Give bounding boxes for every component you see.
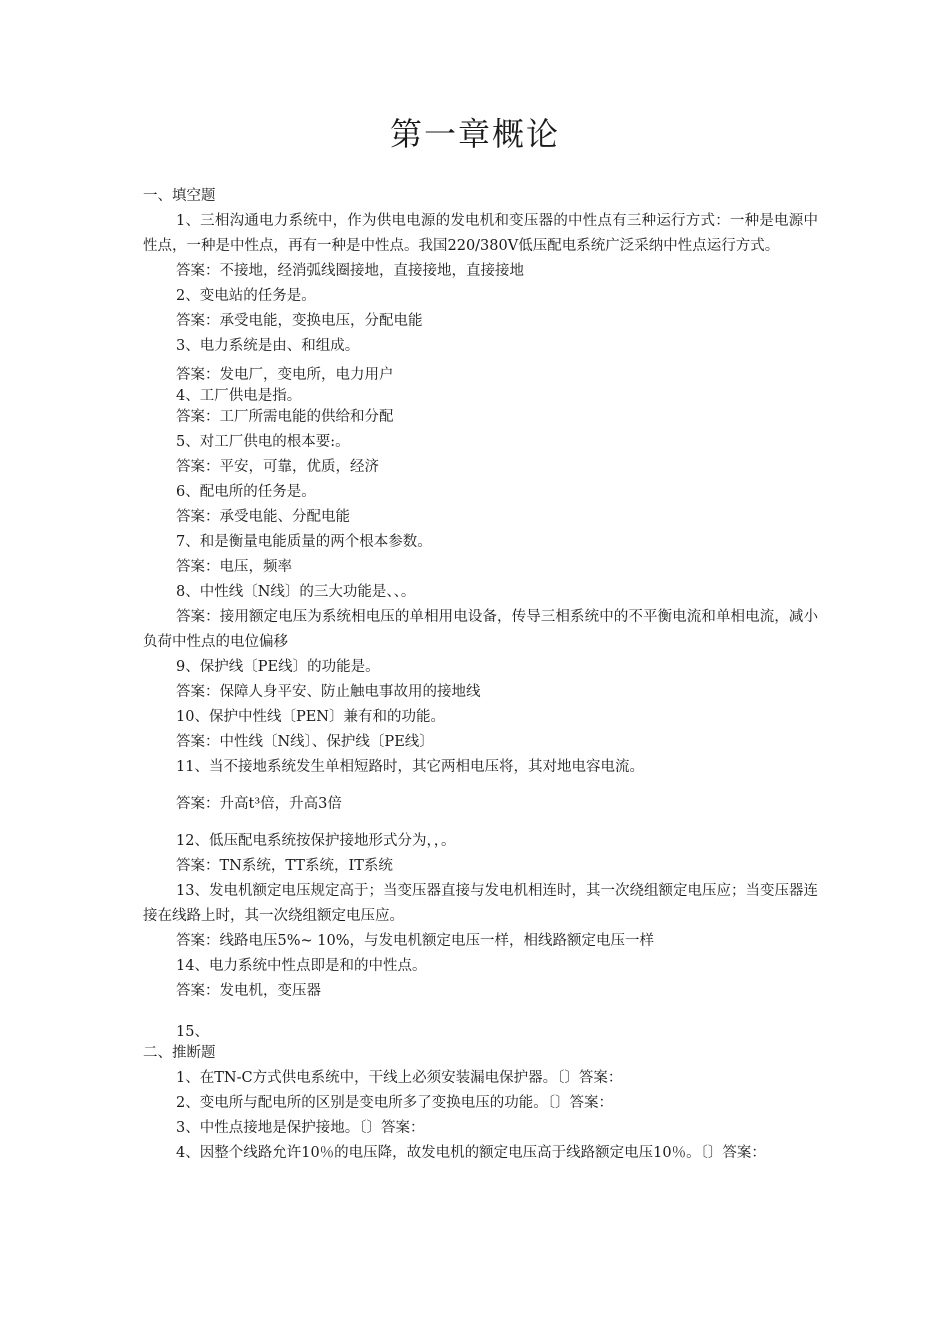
text-line: 答案：发电厂，变电所，电力用户 [176,367,394,383]
text-line: 10、保护中性线〔PEN〕兼有和的功能。 [176,709,445,725]
text-line: 13、发电机额定电压规定高于；当变压器直接与发电机相连时，其一次绕组额定电压应；当变压器连接在线路上时，其一次绕组额定电压应。 [143,883,818,924]
text-line: 1、在TN-C方式供电系统中，干线上必须安装漏电保护器。〔〕答案： [176,1070,623,1086]
text-line: 15、 [176,1024,209,1040]
text-line: 答案：工厂所需电能的供给和分配 [176,409,394,425]
text-line: 1、三相沟通电力系统中，作为供电电源的发电机和变压器的中性点有三种运行方式：一种是电源中性点，一种是中性点，再有一种是中性点。我国220/380V低压配电系统广泛采纳中性点运行方式。 [143,213,818,254]
text-line: 答案：保障人身平安、防止触电事故用的接地线 [176,684,481,700]
text-line: 3、电力系统是由、和组成。 [176,338,360,354]
text-line: 11、当不接地系统发生单相短路时，其它两相电压将，其对地电容电流。 [176,759,644,775]
text-line: 答案：电压，频率 [176,559,292,575]
text-line: 4、工厂供电是指。 [176,388,302,404]
text-line: 8、中性线〔N线〕的三大功能是、、。 [176,584,416,600]
text-line: 3、中性点接地是保护接地。〔〕答案： [176,1120,425,1136]
text-line: 9、保护线〔PE线〕的功能是。 [176,659,380,675]
document-body [143,184,818,1166]
text-line: 答案：TN系统，TT系统，IT系统 [176,858,393,874]
text-line: 答案：承受电能、分配电能 [176,509,350,525]
text-line: 答案：平安，可靠，优质，经济 [176,459,379,475]
text-line: 答案：升高t³倍，升高3倍 [176,796,342,812]
text-line: 2、变电站的任务是。 [176,288,316,304]
text-line: 答案：不接地，经消弧线圈接地，直接接地，直接接地 [176,263,524,279]
section-heading: 一、填空题 [143,188,216,204]
text-line: 4、因整个线路允许10％的电压降，故发电机的额定电压高于线路额定电压10％。〔〕答案： [176,1145,766,1161]
text-line: 答案：线路电压5%~ 10%，与发电机额定电压一样，相线路额定电压一样 [176,933,654,949]
text-line: 2、变电所与配电所的区别是变电所多了变换电压的功能。〔〕答案： [176,1095,613,1111]
text-line: 答案：接用额定电压为系统相电压的单相用电设备，传导三相系统中的不平衡电流和单相电流，减小负荷中性点的电位偏移 [143,609,818,650]
text-line: 14、电力系统中性点即是和的中性点。 [176,958,427,974]
text-line: 答案：承受电能，变换电压，分配电能 [176,313,423,329]
text-line: 12、低压配电系统按保护接地形式分为，，。 [176,833,456,849]
text-line: 答案：中性线〔N线〕、保护线〔PE线〕 [176,734,434,750]
chapter-title: 第一章概论 [389,115,560,153]
text-line: 6、配电所的任务是。 [176,484,316,500]
text-line: 5、对工厂供电的根本要:。 [176,434,350,450]
section-heading: 二、推断题 [143,1045,216,1061]
text-line: 7、和是衡量电能质量的两个根本参数。 [176,534,432,550]
text-line: 答案：发电机，变压器 [176,983,321,999]
